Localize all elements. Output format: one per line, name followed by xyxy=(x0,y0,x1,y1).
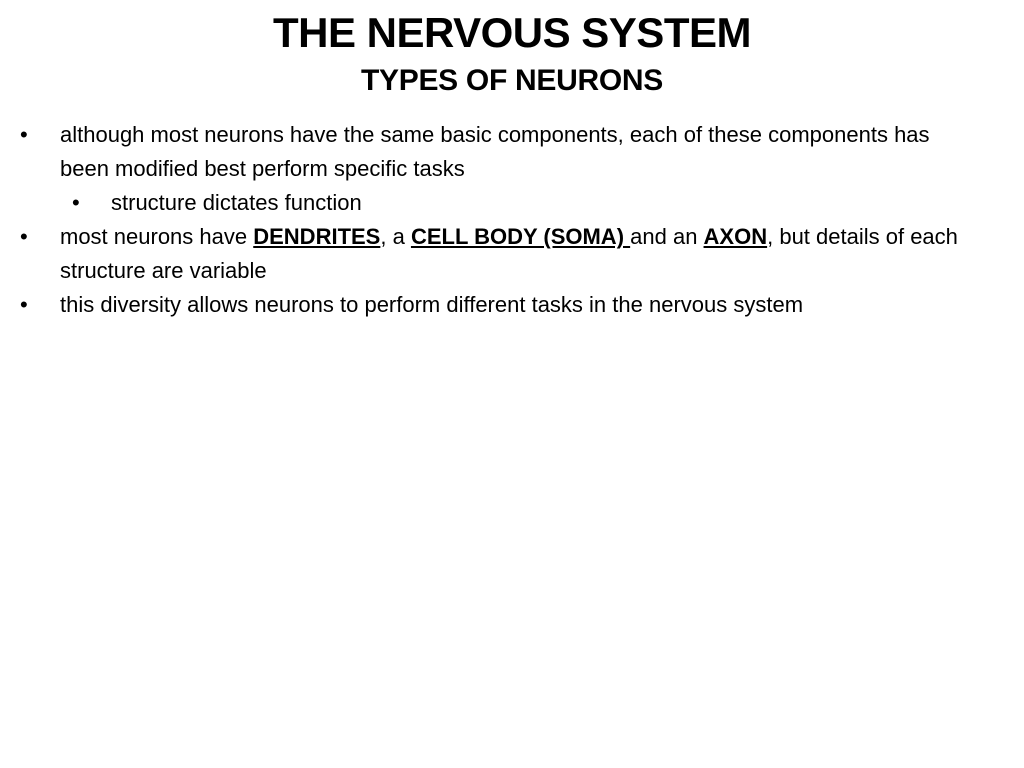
bullet-item xyxy=(0,118,1024,186)
sub-bullet-item xyxy=(0,186,1024,220)
term-dendrites: DENDRITES xyxy=(253,224,381,249)
bullet-text-separator: , a xyxy=(380,224,411,249)
bullet-text-separator: and an xyxy=(630,224,704,249)
bullet-text-suffix: , but details of each structure are variable xyxy=(60,224,958,283)
bullet-item xyxy=(0,220,1024,288)
bullet-dot: • xyxy=(20,292,28,317)
term-cell-body: CELL BODY (SOMA) xyxy=(410,224,631,249)
bullet-text: structure dictates function xyxy=(111,190,362,215)
bullet-list xyxy=(0,118,1024,322)
bullet-dot: • xyxy=(20,122,28,147)
bullet-text: this diversity allows neurons to perform different tasks in the nervous system xyxy=(60,292,804,317)
term-axon: AXON xyxy=(703,224,768,249)
slide-subtitle: TYPES OF NEURONS xyxy=(361,64,663,97)
bullet-item xyxy=(0,288,1024,322)
bullet-dot: • xyxy=(72,190,80,215)
bullet-text-prefix: most neurons have xyxy=(60,224,254,249)
bullet-text: although most neurons have the same basic components, each of these components has been modified best perform specific tasks xyxy=(60,122,930,181)
slide-title: THE NERVOUS SYSTEM xyxy=(273,9,751,56)
bullet-dot: • xyxy=(20,224,28,249)
